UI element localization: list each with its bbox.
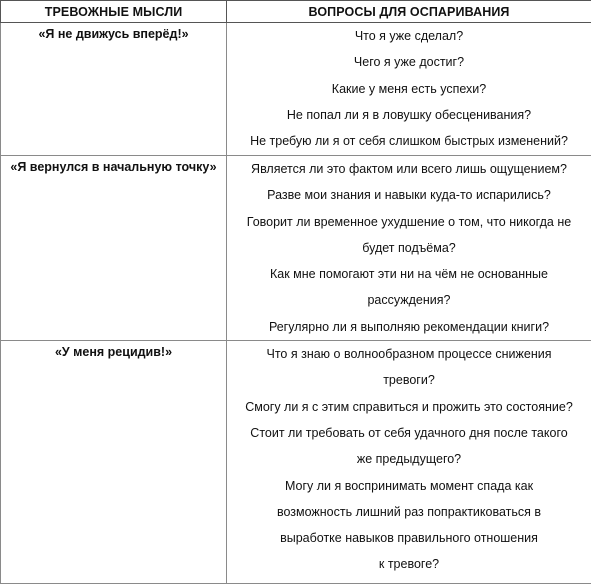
question-line: Какие у меня есть успехи? [227,76,591,102]
question-line: Могу ли я воспринимать момент спада как [227,473,591,499]
table-row [1,23,591,156]
question-line: к тревоге? [227,551,591,577]
question-line: Не требую ли я от себя слишком быстрых изменений? [227,128,591,154]
question-line: Стоит ли требовать от себя удачного дня после такого [227,420,591,446]
question-line: же предыдущего? [227,446,591,472]
question-line: рассуждения? [227,287,591,313]
question-line: Регулярно ли я выполняю рекомендации книги? [227,314,591,340]
question-line: Как мне помогают эти ни на чём не основанные [227,261,591,287]
question-line: Смогу ли я с этим справиться и прожить это состояние? [227,394,591,420]
questions-cell [227,23,591,156]
header-anxious-thoughts: ТРЕВОЖНЫЕ МЫСЛИ [1,1,227,23]
questions-cell [227,156,591,341]
question-line: будет подъёма? [227,235,591,261]
question-line: выработке навыков правильного отношения [227,525,591,551]
question-line: Разве мои знания и навыки куда-то испарились? [227,182,591,208]
table-header-row [1,1,591,23]
thought-cell: «Я не движусь вперёд!» [1,23,227,156]
questions-cell [227,341,591,584]
question-line: Что я уже сделал? [227,23,591,49]
question-line: Чего я уже достиг? [227,49,591,75]
header-challenging-questions: ВОПРОСЫ ДЛЯ ОСПАРИВАНИЯ [227,1,591,23]
table-row [1,156,591,341]
table-row [1,341,591,584]
question-line: Что я знаю о волнообразном процессе снижения [227,341,591,367]
question-line: Является ли это фактом или всего лишь ощущением? [227,156,591,182]
thought-cell: «У меня рецидив!» [1,341,227,584]
question-line: Не попал ли я в ловушку обесценивания? [227,102,591,128]
thought-cell: «Я вернулся в начальную точку» [1,156,227,341]
question-line: возможность лишний раз попрактиковаться в [227,499,591,525]
question-line: тревоги? [227,367,591,393]
question-line: Говорит ли временное ухудшение о том, что никогда не [227,209,591,235]
